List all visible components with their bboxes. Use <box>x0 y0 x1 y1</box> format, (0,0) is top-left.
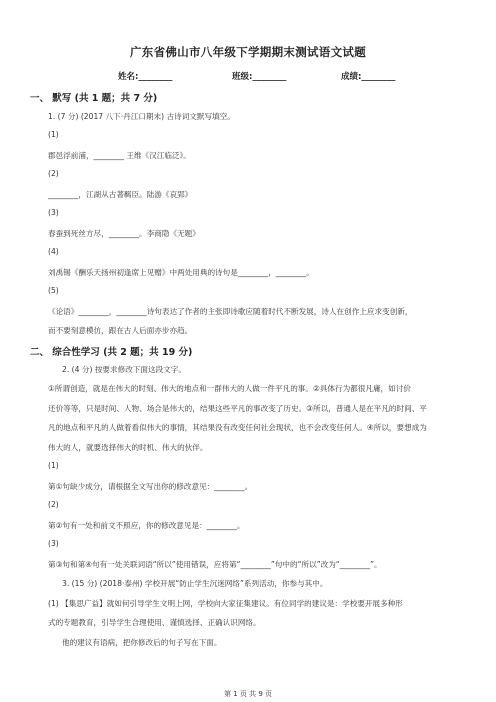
passage-line: 凡的地点和平凡的人做着看似伟大的事情，其结果没有改变任何社会现状，也不会改变任何人。④所以，要想成为 <box>48 423 427 432</box>
section-heading-dictation: 一、 默写 (共 1 题；共 7 分) <box>30 93 158 104</box>
score-field-label: 成绩:________ <box>341 72 396 82</box>
subquestion-number: (1) <box>48 461 59 470</box>
passage-line: 伟大的人，就要选择伟大的时机、伟大的伙伴。 <box>48 443 208 452</box>
subquestion-text: 式的专题教育，引导学生合理使用、谨慎选择、正确认识网络。 <box>48 618 261 627</box>
subquestion-number: (4) <box>48 247 59 256</box>
subquestion-number: (3) <box>48 208 59 217</box>
subquestion-text: 第②句有一处和前文不照应，你的修改意见是：________。 <box>48 521 245 530</box>
subquestion-number: (2) <box>48 169 59 178</box>
subquestion-number: (5) <box>48 286 59 295</box>
subquestion-text: 《论语》________，________诗句表达了作者的主张即诗歌应随着时代不断发展，诗人在创作上应求变创新， <box>48 307 413 316</box>
subquestion-text: 第③句和第④句有一处关联词语“所以”使用错误，应将第“________”句中的“所以”改为“________”。 <box>48 560 382 569</box>
subquestion-text: 他的建议有语病，把你修改后的句子写在下面。 <box>62 638 222 647</box>
name-field-label: 姓名:________ <box>118 72 173 82</box>
subquestion-number: (1) <box>48 130 59 139</box>
subquestion-text: 第①句缺少成分，请根据全文写出你的修改意见：________。 <box>48 482 253 491</box>
question-2-stem: 2. (4 分) 按要求修改下面这段文字。 <box>62 365 186 374</box>
subquestion-text: 而不要刻意模仿，跟在古人后面亦步亦趋。 <box>48 326 193 335</box>
question-1-stem: 1. (7 分) (2017 八下·丹江口期末) 古诗词文默写填空。 <box>48 112 235 121</box>
passage-line: ①所谓创造，就是在伟大的时刻、伟大的地点和一群伟大的人做一件平凡的事。②具体行为都很凡庸，如讨价 <box>48 384 411 393</box>
page-footer: 第 1 页 共 9 页 <box>223 690 273 698</box>
subquestion-number: (2) <box>48 500 59 509</box>
question-3-stem: 3. (15 分) (2018·泰州) 学校开展“防止学生沉迷网络”系列活动，你参与其中。 <box>62 579 328 588</box>
subquestion-text: 郡邑浮前浦，________ 王维《汉江临泛》。 <box>48 151 191 160</box>
subquestion-text: (1) 【集思广益】就如何引导学生文明上网，学校向大家征集建议。有位同学的建议是：学校要开展多种形 <box>48 599 403 608</box>
subquestion-number: (3) <box>48 539 59 548</box>
subquestion-text: ________，江湖从古著羁臣。陆游《哀郢》 <box>48 190 193 199</box>
passage-line: 还价等等，只是时间、人物、场合是伟大的，结果这些平凡的事改变了历史。③所以，普通人是在平凡的时间、平 <box>48 404 427 413</box>
page-title: 广东省佛山市八年级下学期期末测试语文试题 <box>130 45 366 59</box>
subquestion-text: 春蚕到死丝方尽，________。李商隐《无题》 <box>48 229 200 238</box>
class-field-label: 班级:________ <box>232 72 287 82</box>
subquestion-text: 刘禹锡《酬乐天扬州初逢席上见赠》中两处用典的诗句是________，________。 <box>48 268 314 277</box>
section-heading-comprehensive: 二、 综合性学习 (共 2 题；共 19 分) <box>30 347 193 358</box>
